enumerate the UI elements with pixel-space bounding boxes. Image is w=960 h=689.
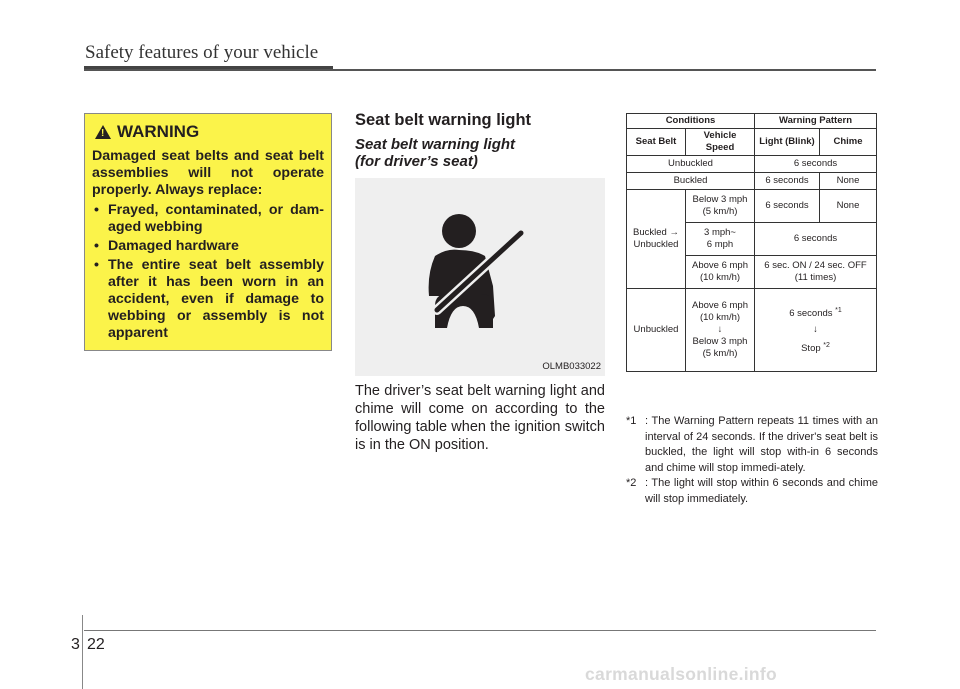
cell [686, 256, 755, 289]
cell-line: (11 times) [794, 272, 837, 283]
cell-line [756, 340, 875, 355]
warning-pattern-table [626, 113, 877, 372]
cell-line: (10 km/h) [699, 272, 741, 283]
cell: Unbuckled [627, 156, 755, 173]
body-paragraph: The driver’s seat belt warning light and chime will come on according to the following table when the ignition switch is in the ON position. [355, 383, 605, 453]
cell: 6 seconds [755, 223, 877, 256]
cell-line: Below 3 mph [692, 194, 748, 205]
table-row [627, 173, 877, 190]
cell-line: Below 3 mph [692, 336, 748, 347]
subtitle-line: (for driver’s seat) [355, 153, 478, 170]
image-code: OLMB033022 [542, 361, 601, 372]
header-rule [84, 69, 876, 71]
cell [686, 289, 755, 372]
header-speed-line: Speed [705, 142, 735, 153]
cell-line: Buckled → [633, 227, 679, 238]
footnote [626, 476, 878, 507]
cell: None [820, 190, 877, 223]
cell [686, 223, 755, 256]
page-number: 22 [87, 636, 105, 653]
footer-divider [82, 615, 83, 689]
warning-item: • Frayed, contaminated, or dam-aged webbing [92, 202, 324, 236]
warning-item: • Damaged hardware [92, 238, 324, 255]
seat-belt-warning-illustration [355, 178, 605, 376]
cell [755, 256, 877, 289]
cell: 6 seconds [755, 190, 820, 223]
header-warning-pattern: Warning Pattern [755, 114, 877, 129]
cell-line: 6 mph [706, 239, 734, 250]
section-subtitle [355, 136, 595, 170]
watermark: carmanualsonline.info [585, 664, 778, 684]
footnote-mark: *2 [823, 342, 830, 349]
cell-line: Unbuckled [633, 239, 679, 250]
cell-line: (10 km/h) [699, 312, 741, 323]
footnote-mark: *2 [626, 477, 637, 489]
warning-text: Damaged seat belts and seat belt assemblies will not operate properly. Always replace: [92, 148, 324, 198]
table-row [627, 156, 877, 173]
cell-line: Above 6 mph [692, 300, 748, 311]
cell-line: 3 mph~ [704, 227, 736, 238]
cell: Buckled [627, 173, 755, 190]
cell [755, 289, 877, 372]
table-row [627, 190, 877, 223]
cell-belt-transition [627, 190, 686, 289]
warning-title: WARNING [117, 122, 200, 141]
table-subheader-row [627, 129, 877, 156]
warning-header [95, 122, 199, 142]
pattern-text: Stop [801, 343, 821, 355]
cell [686, 190, 755, 223]
footer-rule [84, 630, 876, 631]
cell: Unbuckled [627, 289, 686, 372]
warning-box [84, 113, 332, 351]
warning-item: • The entire seat belt assembly after it has been worn in an accident, even if damage to webbing or assembly is not apparent [92, 257, 324, 342]
cell-line: Above 6 mph [692, 260, 748, 271]
down-arrow-icon: ↓ [813, 324, 818, 335]
cell-line: (5 km/h) [702, 348, 738, 359]
table-row [627, 289, 877, 372]
header-vehicle-speed [686, 129, 755, 156]
header-conditions: Conditions [627, 114, 755, 129]
cell: 6 seconds [755, 156, 877, 173]
pattern-text: 6 seconds [789, 308, 833, 319]
warning-list [92, 202, 324, 344]
header-chime: Chime [820, 129, 877, 156]
cell-line [756, 305, 875, 320]
section-number: 3 [71, 636, 80, 653]
footnote-text: : The Warning Pattern repeats 11 times with an interval of 24 seconds. If the driver's seat belt is buckled, the light will stop with-in 6 seconds and chime will stop immedi-ately. [645, 415, 878, 474]
seat-belt-icon [355, 178, 605, 376]
warning-triangle-icon: ! [95, 125, 111, 139]
subtitle-line: Seat belt warning light [355, 136, 516, 153]
cell: None [820, 173, 877, 190]
section-title: Seat belt warning light [355, 111, 532, 129]
table-header-row [627, 114, 877, 129]
footnote-mark: *1 [626, 415, 637, 427]
cell-line: 6 sec. ON / 24 sec. OFF [764, 260, 867, 271]
footnote-mark: *1 [835, 306, 842, 314]
footnotes [626, 414, 878, 507]
cell-line: (5 km/h) [702, 206, 738, 217]
page-header-title: Safety features of your vehicle [85, 42, 319, 63]
header-light: Light (Blink) [755, 129, 820, 156]
down-arrow-icon: ↓ [717, 324, 723, 335]
header-speed-line: Vehicle [703, 130, 737, 141]
footnote-text: : The light will stop within 6 seconds and chime will stop immediately. [645, 477, 878, 505]
footnote [626, 414, 878, 476]
cell: 6 seconds [755, 173, 820, 190]
header-seat-belt: Seat Belt [627, 129, 686, 156]
